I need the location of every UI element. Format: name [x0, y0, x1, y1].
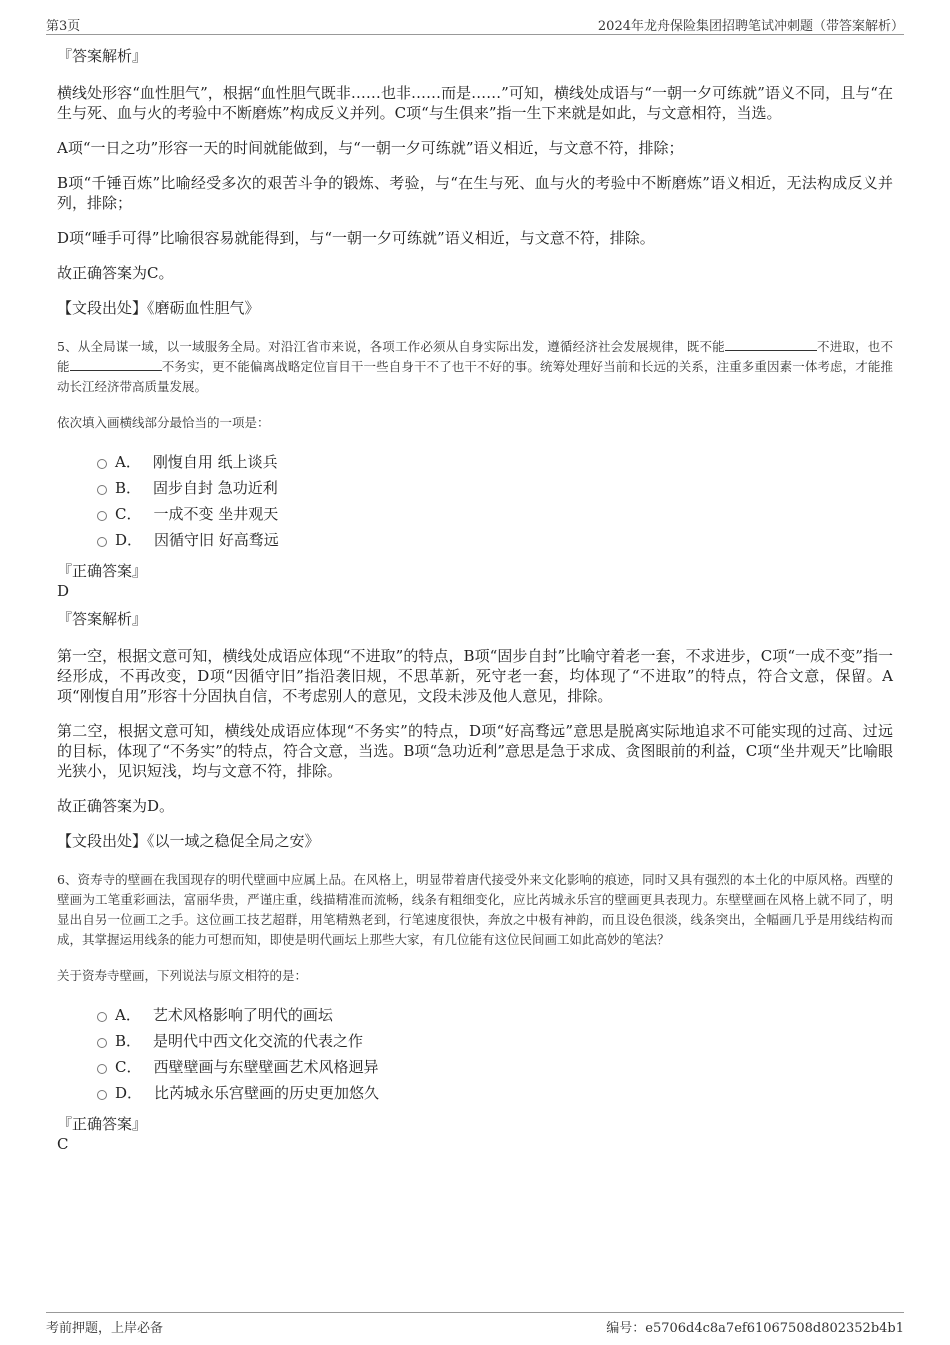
- q4-source: 【文段出处】《磨砺血性胆气》: [57, 299, 260, 317]
- radio-icon[interactable]: [97, 1064, 107, 1074]
- radio-icon[interactable]: [97, 1038, 107, 1048]
- page-footer: [46, 1312, 904, 1335]
- q6-answer-label: 『正确答案』: [57, 1115, 148, 1133]
- q6-option-a[interactable]: A． 艺术风格影响了明代的画坛: [97, 1002, 893, 1028]
- radio-icon[interactable]: [97, 537, 107, 547]
- q4-analysis-p4: D项“唾手可得”比喻很容易就能得到，与“一朝一夕可练就”语义相近，与文意不符，排除。: [57, 229, 655, 247]
- radio-icon[interactable]: [97, 459, 107, 469]
- q5-option-a[interactable]: A． 刚愎自用 纸上谈兵: [97, 449, 893, 475]
- q5-answer-label: 『正确答案』: [57, 562, 148, 580]
- q5-answer: D: [57, 582, 70, 600]
- page-header: [46, 12, 904, 35]
- q4-analysis-p1: 横线处形容“血性胆气”，根据“血性胆气既非……也非……而是……”可知，横线处成语与“一朝一夕可练就”语义不同，且与“在生与死、血与火的考验中不断磨炼”构成反义并列。C项“与生俱来”指一生下来就是如此，与文意相符，当选。: [57, 84, 893, 122]
- q6-prompt: 关于资寿寺壁画，下列说法与原文相符的是：: [57, 968, 308, 983]
- q5-blank-2: [70, 357, 162, 371]
- q5-option-d[interactable]: D． 因循守旧 好高骛远: [97, 527, 893, 553]
- q6-options: [97, 1002, 893, 1106]
- document-title: 2024年龙舟保险集团招聘笔试冲刺题（带答案解析）: [597, 19, 904, 34]
- q4-analysis-p3: B项“千锤百炼”比喻经受多次的艰苦斗争的锻炼、考验，与“在生与死、血与火的考验中不断磨炼”语义相近，无法构成反义并列，排除；: [57, 174, 893, 212]
- page-number: 第3页: [46, 19, 81, 34]
- q5-analysis-p1: 第一空，根据文意可知，横线处成语应体现“不进取”的特点，B项“固步自封”比喻守着老一套，不求进步，C项“一成不变”指一经形成，不再改变，D项“因循守旧”指沿袭旧规，不思革新，死守老一套，均体现了“不进取”的特点，符合文意，保留。A项“刚愎自用”形容十分固执自信，不考虑别人的意见，文段未涉及他人意见，排除。: [57, 647, 893, 705]
- radio-icon[interactable]: [97, 485, 107, 495]
- radio-icon[interactable]: [97, 511, 107, 521]
- q5-options: [97, 449, 893, 553]
- q5-stem: 5、从全局谋一域，以一域服务全局。对沿江省市来说，各项工作必须从自身实际出发，遵循经济社会发展规律，既不能 不进取，也不能 不务实，更不能偏离战略定位盲目干一些自身干不了也干不好的事。统筹处理好当前和长远的关系，注重多重因素一体考虑，才能推动长江经济带高质量发展。: [57, 339, 893, 394]
- q5-prompt: 依次填入画横线部分最恰当的一项是：: [57, 415, 270, 430]
- document-body: [57, 46, 893, 1162]
- q4-analysis-label: 『答案解析』: [57, 47, 148, 65]
- footer-code: 编号：e5706d4c8a7ef61067508d802352b4b1: [606, 1321, 904, 1336]
- q5-option-c[interactable]: C． 一成不变 坐井观天: [97, 501, 893, 527]
- q4-conclusion: 故正确答案为C。: [57, 264, 174, 282]
- q6-option-b[interactable]: B． 是明代中西文化交流的代表之作: [97, 1028, 893, 1054]
- q6-stem: 6、资寿寺的壁画在我国现存的明代壁画中应属上品。在风格上，明显带着唐代接受外来文化影响的痕迹，同时又具有强烈的本土化的中原风格。西壁的壁画为工笔重彩画法，富丽华贵，严谨庄重，线描精准而流畅，线条有粗细变化，应比芮城永乐宫的壁画更具表现力。东壁壁画在风格上就不同了，明显出自另一位画工之手。这位画工技艺超群，用笔精熟老到，行笔速度很快，奔放之中极有神韵，而且设色很淡，线条突出，全幅画几乎是用线结构而成，其掌握运用线条的能力可想而知，即使是明代画坛上那些大家，有几位能有这位民间画工如此高妙的笔法？: [57, 872, 893, 947]
- radio-icon[interactable]: [97, 1012, 107, 1022]
- q6-option-c[interactable]: C． 西壁壁画与东壁壁画艺术风格迥异: [97, 1054, 893, 1080]
- q5-conclusion: 故正确答案为D。: [57, 797, 175, 815]
- q5-source: 【文段出处】《以一域之稳促全局之安》: [57, 832, 320, 850]
- radio-icon[interactable]: [97, 1090, 107, 1100]
- q5-analysis-label: 『答案解析』: [57, 610, 148, 628]
- q6-answer: C: [57, 1135, 69, 1153]
- footer-slogan: 考前押题，上岸必备: [46, 1321, 164, 1336]
- q5-analysis-p2: 第二空，根据文意可知，横线处成语应体现“不务实”的特点，D项“好高骛远”意思是脱离实际地追求不可能实现的过高、过远的目标，体现了“不务实”的特点，符合文意，当选。B项“急功近利”意思是急于求成、贪图眼前的利益，C项“坐井观天”比喻眼光狭小，见识短浅，均与文意不符，排除。: [57, 722, 893, 780]
- q6-option-d[interactable]: D． 比芮城永乐宫壁画的历史更加悠久: [97, 1080, 893, 1106]
- q4-analysis-p2: A项“一日之功”形容一天的时间就能做到，与“一朝一夕可练就”语义相近，与文意不符，排除；: [57, 139, 684, 157]
- q5-blank-1: [725, 337, 817, 351]
- q5-option-b[interactable]: B． 固步自封 急功近利: [97, 475, 893, 501]
